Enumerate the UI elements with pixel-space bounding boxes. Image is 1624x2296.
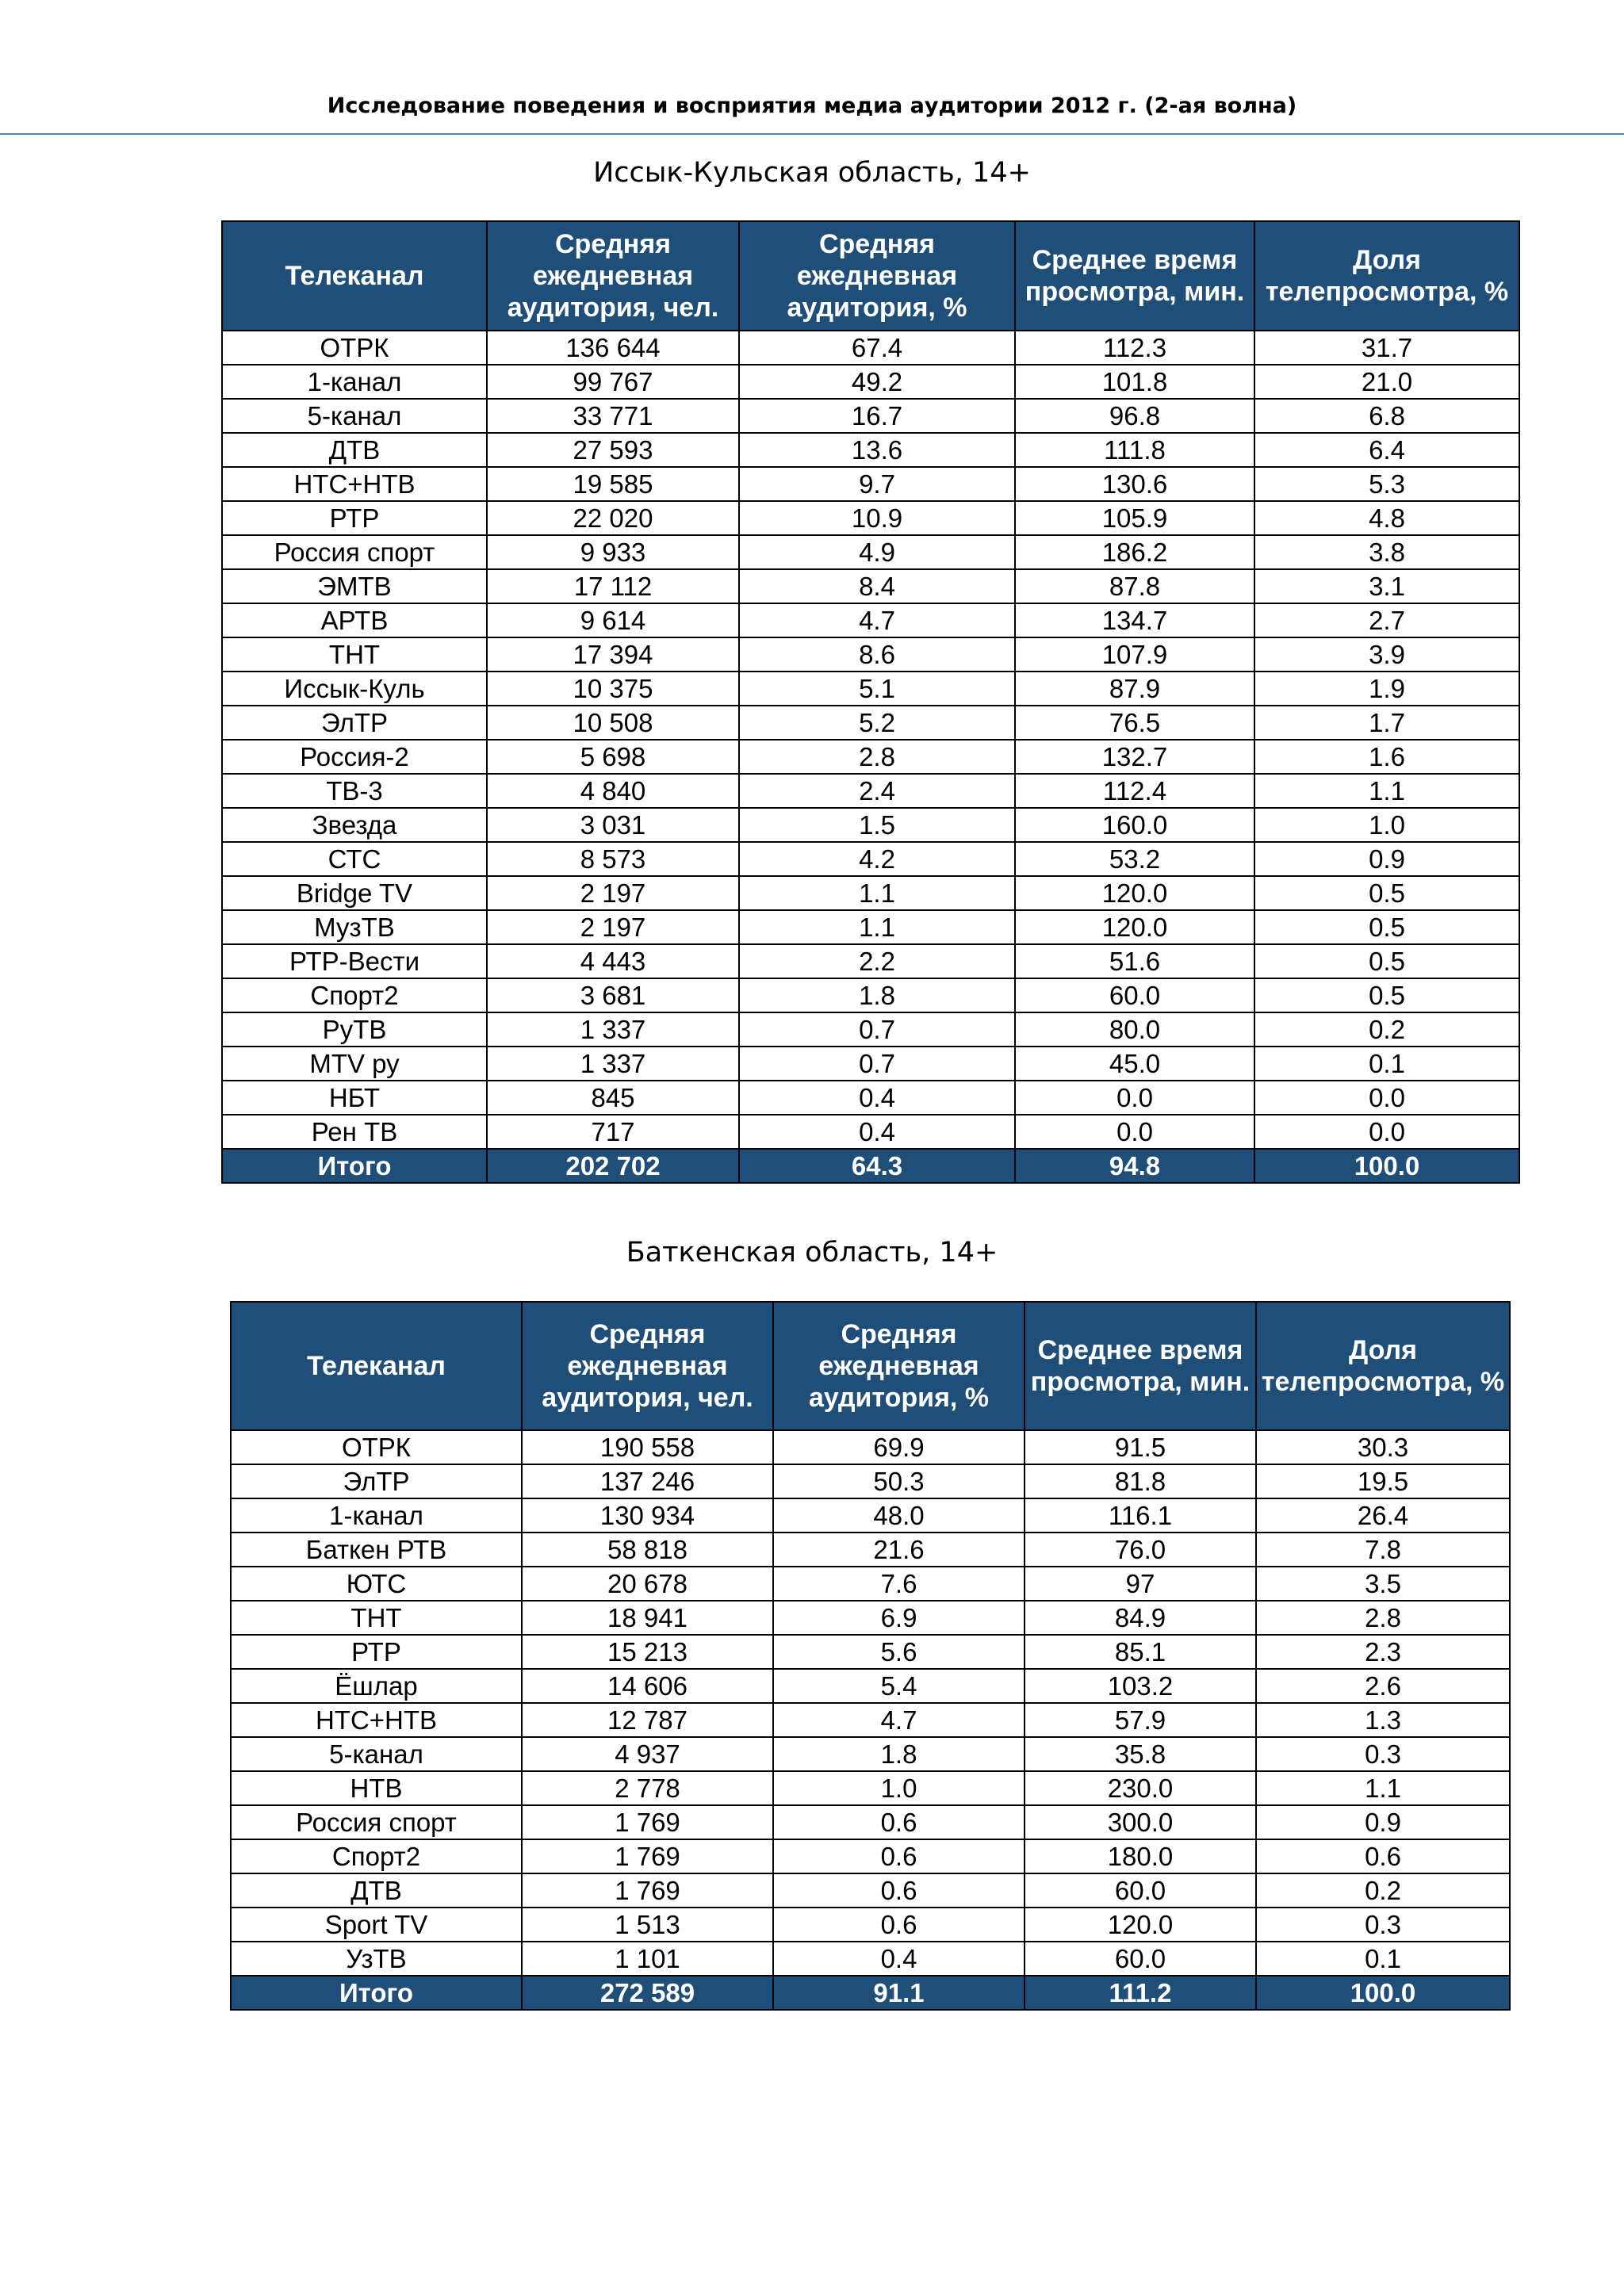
value-cell: 10 508 — [487, 706, 739, 740]
value-cell: 51.6 — [1015, 944, 1254, 978]
channel-cell: Иссык-Куль — [222, 672, 487, 706]
table-row — [222, 399, 1519, 433]
value-cell: 1 769 — [522, 1805, 773, 1839]
value-cell: 190 558 — [522, 1430, 773, 1464]
value-cell: 9 614 — [487, 603, 739, 637]
value-cell: 1 769 — [522, 1873, 773, 1908]
value-cell: 4 443 — [487, 944, 739, 978]
value-cell: 4 937 — [522, 1737, 773, 1771]
value-cell: 5.1 — [739, 672, 1015, 706]
value-cell: 53.2 — [1015, 842, 1254, 876]
channel-cell: ОТРК — [231, 1430, 522, 1464]
value-cell: 19 585 — [487, 467, 739, 501]
table-row — [222, 1115, 1519, 1149]
table-row — [231, 1805, 1510, 1839]
channel-cell: ЭлТР — [222, 706, 487, 740]
value-cell: 134.7 — [1015, 603, 1254, 637]
table-title: Иссык-Кульская область, 14+ — [593, 157, 1031, 189]
channel-cell: 1-канал — [231, 1498, 522, 1533]
value-cell: 7.6 — [773, 1567, 1025, 1601]
channel-cell: ЭлТР — [231, 1464, 522, 1498]
table-row — [231, 1567, 1510, 1601]
value-cell: 13.6 — [739, 433, 1015, 467]
value-cell: 1.3 — [1256, 1703, 1510, 1737]
table-row — [222, 808, 1519, 842]
value-cell: 22 020 — [487, 501, 739, 535]
value-cell: 2.6 — [1256, 1669, 1510, 1703]
value-cell: 103.2 — [1025, 1669, 1256, 1703]
value-cell: 1 101 — [522, 1942, 773, 1976]
value-cell: 80.0 — [1015, 1012, 1254, 1047]
value-cell: 1.0 — [773, 1771, 1025, 1805]
value-cell: 17 112 — [487, 569, 739, 603]
value-cell: 0.6 — [773, 1873, 1025, 1908]
value-cell: 87.8 — [1015, 569, 1254, 603]
table-row — [222, 842, 1519, 876]
value-cell: 1.6 — [1254, 740, 1519, 774]
total-value: 272 589 — [522, 1976, 773, 2010]
channel-cell: Bridge TV — [222, 876, 487, 910]
value-cell: 15 213 — [522, 1635, 773, 1669]
value-cell: 120.0 — [1015, 876, 1254, 910]
channel-cell: Звезда — [222, 808, 487, 842]
channel-cell: Sport TV — [231, 1908, 522, 1942]
table-row — [222, 978, 1519, 1012]
value-cell: 4.7 — [773, 1703, 1025, 1737]
value-cell: 6.9 — [773, 1601, 1025, 1635]
table-row — [231, 1942, 1510, 1976]
table-row — [222, 672, 1519, 706]
value-cell: 0.6 — [773, 1805, 1025, 1839]
total-value: 64.3 — [739, 1149, 1015, 1183]
header-row — [231, 1302, 1510, 1430]
table-row — [222, 876, 1519, 910]
value-cell: 0.3 — [1256, 1908, 1510, 1942]
table-row — [222, 774, 1519, 808]
value-cell: 130.6 — [1015, 467, 1254, 501]
value-cell: 2 197 — [487, 910, 739, 944]
value-cell: 8.4 — [739, 569, 1015, 603]
value-cell: 10.9 — [739, 501, 1015, 535]
value-cell: 1 337 — [487, 1012, 739, 1047]
value-cell: 717 — [487, 1115, 739, 1149]
table-row — [231, 1533, 1510, 1567]
table-row — [222, 706, 1519, 740]
value-cell: 0.6 — [773, 1839, 1025, 1873]
value-cell: 1.9 — [1254, 672, 1519, 706]
channel-cell: ДТВ — [222, 433, 487, 467]
value-cell: 0.0 — [1015, 1115, 1254, 1149]
total-value: 111.2 — [1025, 1976, 1256, 2010]
value-cell: 4.8 — [1254, 501, 1519, 535]
value-cell: 2.8 — [1256, 1601, 1510, 1635]
value-cell: 0.6 — [1256, 1839, 1510, 1873]
table-row — [222, 1081, 1519, 1115]
value-cell: 0.2 — [1256, 1873, 1510, 1908]
value-cell: 3.9 — [1254, 637, 1519, 672]
table-row — [222, 501, 1519, 535]
total-label: Итого — [222, 1149, 487, 1183]
header-divider — [0, 133, 1624, 135]
value-cell: 2.4 — [739, 774, 1015, 808]
value-cell: 18 941 — [522, 1601, 773, 1635]
table-row — [231, 1464, 1510, 1498]
value-cell: 0.3 — [1256, 1737, 1510, 1771]
value-cell: 49.2 — [739, 365, 1015, 399]
table-row — [222, 365, 1519, 399]
table-row — [231, 1771, 1510, 1805]
channel-cell: Ёшлар — [231, 1669, 522, 1703]
value-cell: 0.4 — [739, 1081, 1015, 1115]
table-row — [231, 1601, 1510, 1635]
column-header: Средняя ежедневная аудитория, чел. — [522, 1302, 773, 1430]
table-title: Баткенская область, 14+ — [626, 1237, 998, 1269]
value-cell: 84.9 — [1025, 1601, 1256, 1635]
value-cell: 8.6 — [739, 637, 1015, 672]
value-cell: 1 513 — [522, 1908, 773, 1942]
data-table — [230, 1301, 1511, 2011]
value-cell: 10 375 — [487, 672, 739, 706]
table-row — [231, 1430, 1510, 1464]
page-header: Исследование поведения и восприятия медиа аудитории 2012 г. (2-ая волна) — [327, 94, 1297, 118]
table-row — [222, 433, 1519, 467]
channel-cell: ЭМТВ — [222, 569, 487, 603]
value-cell: 5.2 — [739, 706, 1015, 740]
value-cell: 0.5 — [1254, 910, 1519, 944]
channel-cell: АРТВ — [222, 603, 487, 637]
total-value: 91.1 — [773, 1976, 1025, 2010]
table-row — [222, 1047, 1519, 1081]
channel-cell: РТР — [231, 1635, 522, 1669]
channel-cell: РТР-Вести — [222, 944, 487, 978]
channel-cell: РТР — [222, 501, 487, 535]
value-cell: 9.7 — [739, 467, 1015, 501]
value-cell: 4.2 — [739, 842, 1015, 876]
total-row — [222, 1149, 1519, 1183]
channel-cell: Россия спорт — [231, 1805, 522, 1839]
value-cell: 2 197 — [487, 876, 739, 910]
total-label: Итого — [231, 1976, 522, 2010]
value-cell: 48.0 — [773, 1498, 1025, 1533]
value-cell: 2.3 — [1256, 1635, 1510, 1669]
value-cell: 0.5 — [1254, 978, 1519, 1012]
value-cell: 0.7 — [739, 1047, 1015, 1081]
value-cell: 0.2 — [1254, 1012, 1519, 1047]
channel-cell: МузТВ — [222, 910, 487, 944]
value-cell: 9 933 — [487, 535, 739, 569]
channel-cell: Рен ТВ — [222, 1115, 487, 1149]
value-cell: 96.8 — [1015, 399, 1254, 433]
value-cell: 21.0 — [1254, 365, 1519, 399]
channel-cell: НТВ — [231, 1771, 522, 1805]
value-cell: 2 778 — [522, 1771, 773, 1805]
channel-cell: Россия-2 — [222, 740, 487, 774]
value-cell: 67.4 — [739, 331, 1015, 365]
channel-cell: Спорт2 — [231, 1839, 522, 1873]
value-cell: 1.1 — [1256, 1771, 1510, 1805]
column-header: Доля телепросмотра, % — [1254, 221, 1519, 331]
channel-cell: НТС+НТВ — [231, 1703, 522, 1737]
table-row — [222, 740, 1519, 774]
value-cell: 4.9 — [739, 535, 1015, 569]
value-cell: 132.7 — [1015, 740, 1254, 774]
value-cell: 31.7 — [1254, 331, 1519, 365]
value-cell: 60.0 — [1025, 1873, 1256, 1908]
value-cell: 136 644 — [487, 331, 739, 365]
channel-cell: ЮТС — [231, 1567, 522, 1601]
value-cell: 30.3 — [1256, 1430, 1510, 1464]
value-cell: 160.0 — [1015, 808, 1254, 842]
channel-cell: НТС+НТВ — [222, 467, 487, 501]
value-cell: 76.0 — [1025, 1533, 1256, 1567]
value-cell: 300.0 — [1025, 1805, 1256, 1839]
channel-cell: СТС — [222, 842, 487, 876]
value-cell: 6.4 — [1254, 433, 1519, 467]
channel-cell: ТВ-3 — [222, 774, 487, 808]
column-header: Среднее время просмотра, мин. — [1025, 1302, 1256, 1430]
value-cell: 230.0 — [1025, 1771, 1256, 1805]
value-cell: 33 771 — [487, 399, 739, 433]
table-row — [231, 1669, 1510, 1703]
column-header: Средняя ежедневная аудитория, % — [739, 221, 1015, 331]
channel-cell: ОТРК — [222, 331, 487, 365]
value-cell: 1.0 — [1254, 808, 1519, 842]
value-cell: 69.9 — [773, 1430, 1025, 1464]
value-cell: 12 787 — [522, 1703, 773, 1737]
value-cell: 1 337 — [487, 1047, 739, 1081]
value-cell: 1.1 — [739, 910, 1015, 944]
value-cell: 1.1 — [1254, 774, 1519, 808]
value-cell: 50.3 — [773, 1464, 1025, 1498]
value-cell: 1.8 — [739, 978, 1015, 1012]
value-cell: 0.6 — [773, 1908, 1025, 1942]
table-row — [231, 1737, 1510, 1771]
value-cell: 2.2 — [739, 944, 1015, 978]
value-cell: 2.7 — [1254, 603, 1519, 637]
value-cell: 6.8 — [1254, 399, 1519, 433]
value-cell: 4 840 — [487, 774, 739, 808]
value-cell: 5 698 — [487, 740, 739, 774]
total-value: 94.8 — [1015, 1149, 1254, 1183]
table-row — [231, 1839, 1510, 1873]
value-cell: 1.8 — [773, 1737, 1025, 1771]
value-cell: 58 818 — [522, 1533, 773, 1567]
channel-cell: MTV ру — [222, 1047, 487, 1081]
channel-cell: 5-канал — [222, 399, 487, 433]
value-cell: 137 246 — [522, 1464, 773, 1498]
total-row — [231, 1976, 1510, 2010]
table-row — [222, 331, 1519, 365]
value-cell: 3 031 — [487, 808, 739, 842]
channel-cell: НБТ — [222, 1081, 487, 1115]
value-cell: 14 606 — [522, 1669, 773, 1703]
value-cell: 3 681 — [487, 978, 739, 1012]
channel-cell: Россия спорт — [222, 535, 487, 569]
value-cell: 0.4 — [773, 1942, 1025, 1976]
value-cell: 1.1 — [739, 876, 1015, 910]
value-cell: 76.5 — [1015, 706, 1254, 740]
channel-cell: РуТВ — [222, 1012, 487, 1047]
value-cell: 107.9 — [1015, 637, 1254, 672]
table-row — [222, 569, 1519, 603]
table-row — [231, 1498, 1510, 1533]
value-cell: 16.7 — [739, 399, 1015, 433]
value-cell: 130 934 — [522, 1498, 773, 1533]
value-cell: 5.6 — [773, 1635, 1025, 1669]
value-cell: 4.7 — [739, 603, 1015, 637]
value-cell: 120.0 — [1025, 1908, 1256, 1942]
value-cell: 3.5 — [1256, 1567, 1510, 1601]
table-row — [231, 1873, 1510, 1908]
channel-cell: Спорт2 — [222, 978, 487, 1012]
value-cell: 1 769 — [522, 1839, 773, 1873]
channel-cell: УзТВ — [231, 1942, 522, 1976]
value-cell: 60.0 — [1015, 978, 1254, 1012]
value-cell: 3.1 — [1254, 569, 1519, 603]
column-header: Доля телепросмотра, % — [1256, 1302, 1510, 1430]
value-cell: 112.3 — [1015, 331, 1254, 365]
value-cell: 0.0 — [1254, 1081, 1519, 1115]
value-cell: 45.0 — [1015, 1047, 1254, 1081]
value-cell: 845 — [487, 1081, 739, 1115]
value-cell: 101.8 — [1015, 365, 1254, 399]
column-header: Средняя ежедневная аудитория, % — [773, 1302, 1025, 1430]
table-row — [222, 910, 1519, 944]
value-cell: 0.1 — [1256, 1942, 1510, 1976]
channel-cell: 1-канал — [222, 365, 487, 399]
value-cell: 1.5 — [739, 808, 1015, 842]
value-cell: 20 678 — [522, 1567, 773, 1601]
table-row — [222, 535, 1519, 569]
value-cell: 87.9 — [1015, 672, 1254, 706]
value-cell: 105.9 — [1015, 501, 1254, 535]
value-cell: 97 — [1025, 1567, 1256, 1601]
table-row — [222, 637, 1519, 672]
value-cell: 26.4 — [1256, 1498, 1510, 1533]
column-header: Среднее время просмотра, мин. — [1015, 221, 1254, 331]
channel-cell: 5-канал — [231, 1737, 522, 1771]
table-row — [231, 1635, 1510, 1669]
value-cell: 120.0 — [1015, 910, 1254, 944]
value-cell: 1.7 — [1254, 706, 1519, 740]
column-header: Телеканал — [222, 221, 487, 331]
value-cell: 186.2 — [1015, 535, 1254, 569]
value-cell: 0.0 — [1015, 1081, 1254, 1115]
value-cell: 116.1 — [1025, 1498, 1256, 1533]
value-cell: 0.1 — [1254, 1047, 1519, 1081]
value-cell: 2.8 — [739, 740, 1015, 774]
value-cell: 0.5 — [1254, 876, 1519, 910]
value-cell: 180.0 — [1025, 1839, 1256, 1873]
value-cell: 35.8 — [1025, 1737, 1256, 1771]
value-cell: 0.0 — [1254, 1115, 1519, 1149]
table-row — [222, 467, 1519, 501]
table-row — [222, 944, 1519, 978]
column-header: Средняя ежедневная аудитория, чел. — [487, 221, 739, 331]
header-row — [222, 221, 1519, 331]
value-cell: 17 394 — [487, 637, 739, 672]
table-row — [222, 1012, 1519, 1047]
value-cell: 111.8 — [1015, 433, 1254, 467]
value-cell: 57.9 — [1025, 1703, 1256, 1737]
value-cell: 112.4 — [1015, 774, 1254, 808]
value-cell: 91.5 — [1025, 1430, 1256, 1464]
value-cell: 0.5 — [1254, 944, 1519, 978]
channel-cell: ТНТ — [231, 1601, 522, 1635]
value-cell: 7.8 — [1256, 1533, 1510, 1567]
total-value: 100.0 — [1256, 1976, 1510, 2010]
value-cell: 85.1 — [1025, 1635, 1256, 1669]
value-cell: 21.6 — [773, 1533, 1025, 1567]
column-header: Телеканал — [231, 1302, 522, 1430]
channel-cell: ДТВ — [231, 1873, 522, 1908]
channel-cell: Баткен РТВ — [231, 1533, 522, 1567]
total-value: 100.0 — [1254, 1149, 1519, 1183]
data-table — [221, 220, 1520, 1184]
value-cell: 19.5 — [1256, 1464, 1510, 1498]
value-cell: 81.8 — [1025, 1464, 1256, 1498]
value-cell: 27 593 — [487, 433, 739, 467]
table-row — [222, 603, 1519, 637]
value-cell: 3.8 — [1254, 535, 1519, 569]
value-cell: 8 573 — [487, 842, 739, 876]
value-cell: 0.9 — [1254, 842, 1519, 876]
value-cell: 0.9 — [1256, 1805, 1510, 1839]
table-row — [231, 1908, 1510, 1942]
value-cell: 0.4 — [739, 1115, 1015, 1149]
value-cell: 0.7 — [739, 1012, 1015, 1047]
total-value: 202 702 — [487, 1149, 739, 1183]
value-cell: 60.0 — [1025, 1942, 1256, 1976]
value-cell: 5.3 — [1254, 467, 1519, 501]
value-cell: 99 767 — [487, 365, 739, 399]
table-row — [231, 1703, 1510, 1737]
channel-cell: ТНТ — [222, 637, 487, 672]
value-cell: 5.4 — [773, 1669, 1025, 1703]
